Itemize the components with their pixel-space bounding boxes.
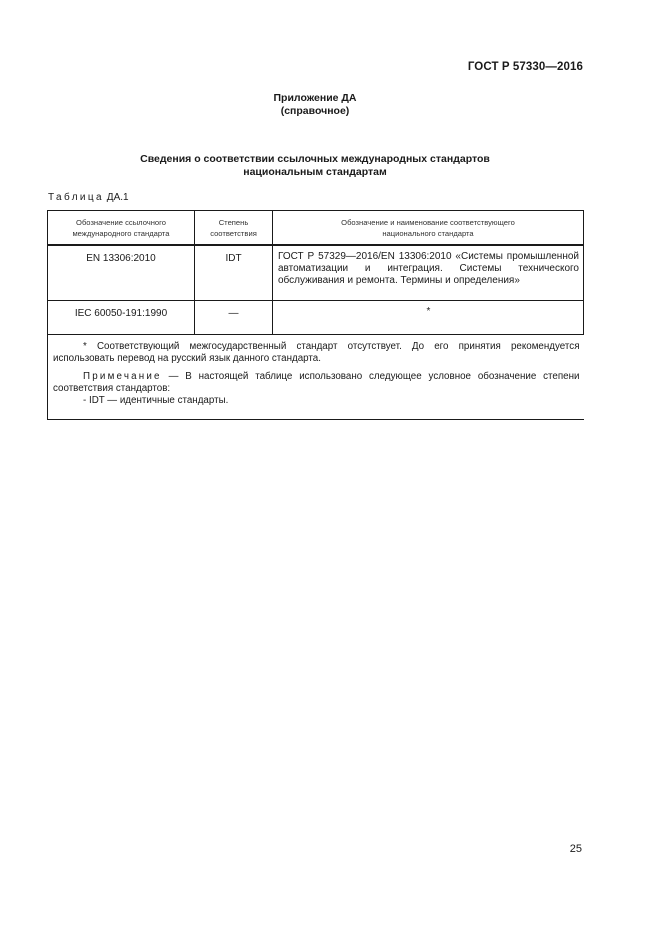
table-header-row	[48, 211, 584, 246]
correspondence-table	[47, 210, 584, 420]
column-header-reference-line-2: международного стандарта	[72, 228, 170, 238]
cell-degree: IDT	[195, 245, 273, 301]
document-code: ГОСТ Р 57330—2016	[467, 61, 583, 73]
table-row	[48, 301, 584, 335]
section-heading-line-1: Сведения о соответствии ссылочных международных стандартов	[140, 153, 490, 165]
section-heading-line-2: национальным стандартам	[243, 166, 387, 178]
column-header-degree-line-1: Степень	[218, 217, 249, 227]
table-note	[53, 371, 580, 395]
table-footnote: * Соответствующий межгосударственный стандарт отсутствует. До его принятия рекомендуется использовать перевод на русский язык данного стандарта.	[53, 341, 580, 364]
cell-national: *	[273, 301, 584, 335]
column-header-reference	[48, 211, 195, 246]
table-notes-row	[48, 335, 584, 420]
table-notes-cell	[48, 335, 584, 420]
page-number: 25	[569, 843, 582, 855]
note-text: — В настоящей таблице использовано следующее условное обозначение степени соответствия стандартов:	[53, 371, 580, 394]
column-header-degree	[195, 211, 273, 246]
table-label-word: Таблица	[48, 192, 105, 203]
annex-title: Приложение ДА	[273, 92, 357, 104]
table-label-number: ДА.1	[106, 192, 129, 203]
cell-national: ГОСТ Р 57329—2016/EN 13306:2010 «Системы промышленной автоматизации и интеграция. Системы технического обслуживания и ремонта. Термины и определения»	[273, 245, 584, 301]
column-header-national	[273, 211, 584, 246]
note-item: - IDT — идентичные стандарты.	[83, 395, 229, 406]
section-heading	[0, 153, 630, 179]
annex-subtitle: (справочное)	[280, 105, 350, 117]
annex-block	[0, 92, 630, 118]
table-label	[48, 192, 129, 203]
note-label: Примечание	[83, 371, 162, 382]
table-row	[48, 245, 584, 301]
column-header-degree-line-2: соответствия	[210, 228, 257, 238]
cell-reference: EN 13306:2010	[48, 245, 195, 301]
column-header-national-line-2: национального стандарта	[382, 228, 474, 238]
cell-degree: —	[195, 301, 273, 335]
cell-reference: IEC 60050-191:1990	[48, 301, 195, 335]
column-header-national-line-1: Обозначение и наименование соответствующего	[341, 217, 515, 227]
column-header-reference-line-1: Обозначение ссылочного	[76, 217, 166, 227]
